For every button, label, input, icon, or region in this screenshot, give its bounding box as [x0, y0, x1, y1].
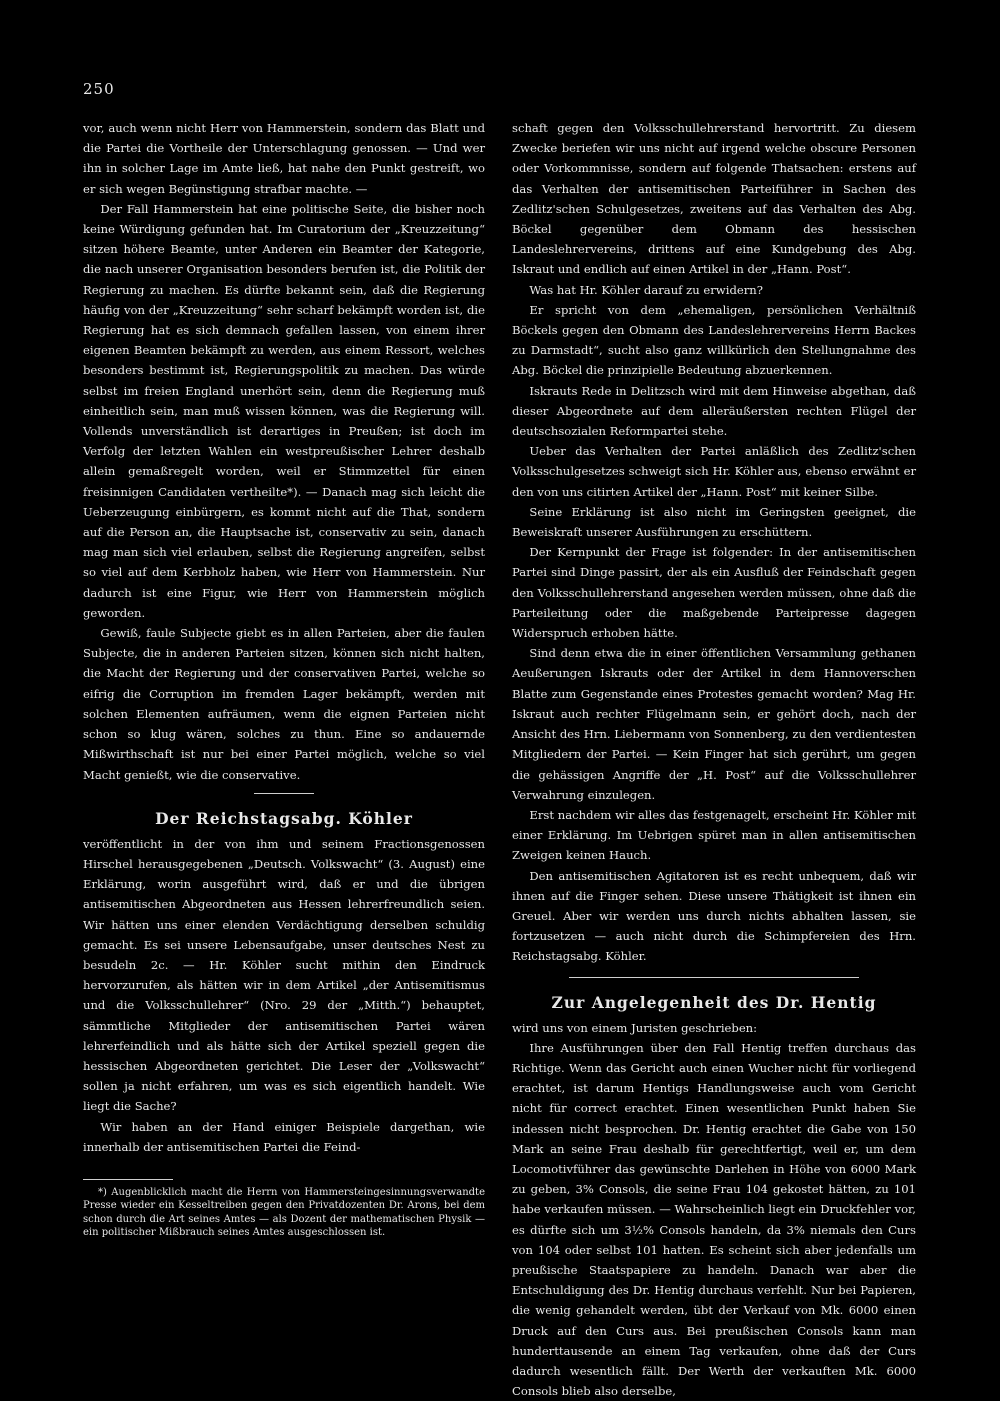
paragraph: schaft gegen den Volksschullehrerstand hervortritt. Zu diesem Zwecke beriefen wir uns nicht auf irgend welche obscure Personen oder Vorkommnisse, sondern auf folgende Thatsachen: erstens auf das Verhalten der antisemitischen Parteiführer in Sachen des Zedlitz'schen Schulgesetzes, zweitens auf das Verhalten des Abg. Böckel gegenüber dem Obmann des hessischen Landeslehrervereins, drittens auf eine Kundgebung des Abg. Iskraut und endlich auf einen Artikel in der „Hann. Post“.: [512, 121, 916, 277]
paragraph: veröffentlicht in der von ihm und seinem Fractionsgenossen Hirschel herausgegebenen „Deutsch. Volkswacht“ (3. August) eine Erklärung, worin ausgeführt wird, daß er und die übrigen antisemitischen Abgeordneten aus Hessen lehrerfreundlich seien. Wir hätten uns einer elenden Verdächtigung derselben schuldig gemacht. Es sei unsere Lebensaufgabe, unser deutsches Nest zu besudeln 2c. — Hr. Köhler sucht mithin den Eindruck hervorzurufen, als hätten wir in dem Artikel „der Antisemitismus und die Volksschullehrer“ (Nro. 29 der „Mitth.“) behauptet, sämmtliche Mitglieder der antisemitischen Partei wären lehrerfeindlich und als hätte sich der Artikel speziell gegen die hessischen Abgeordneten gerichtet. Die Leser der „Volkswacht“ sollen ja nicht erfahren, um was es sich eigentlich handelt. Wie liegt die Sache?: [83, 836, 485, 1114]
paragraph: Erst nachdem wir alles das festgenagelt, erscheint Hr. Köhler mit einer Erklärung. Im Uebrigen spüret man in allen antisemitischen Zweigen keinen Hauch.: [512, 807, 916, 863]
paragraph: vor, auch wenn nicht Herr von Hammerstein, sondern das Blatt und die Partei die Vortheile der Unterschlagung genossen. — Und wer ihn in solcher Lage im Amte ließ, hat nahe den Punkt gestreift, wo er sich wegen Begünstigung strafbar machte. —: [83, 121, 485, 196]
left-column: [83, 118, 485, 1240]
section-title: Der Reichstagsabg. Köhler: [155, 808, 413, 828]
page-number: 250: [83, 80, 115, 98]
paragraph: Iskrauts Rede in Delitzsch wird mit dem Hinweise abgethan, daß dieser Abgeordnete auf dem alleräußersten rechten Flügel der deutschsozialen Reformpartei stehe.: [512, 383, 916, 439]
footnote-divider: [83, 1179, 173, 1180]
divider: [569, 977, 859, 978]
paragraph: wird uns von einem Juristen geschrieben:: [512, 1020, 758, 1035]
right-column: [512, 118, 916, 1401]
paragraph: Was hat Hr. Köhler darauf zu erwidern?: [529, 282, 763, 297]
paragraph: Wir haben an der Hand einiger Beispiele dargethan, wie innerhalb der antisemitischen Partei die Feind-: [83, 1119, 485, 1154]
divider: [254, 793, 314, 794]
section-title: Zur Angelegenheit des Dr. Hentig: [551, 992, 877, 1012]
paragraph: Sind denn etwa die in einer öffentlichen Versammlung gethanen Aeußerungen Iskrauts oder der Artikel in dem Hannoverschen Blatte zum Gegenstande eines Protestes gemacht worden? Mag Hr. Iskraut auch rechter Flügelmann sein, er gehört doch, nach der Ansicht des Hrn. Liebermann von Sonnenberg, zu den verdientesten Mitgliedern der Partei. — Kein Finger hat sich gerührt, um gegen die gehässigen Angriffe der „H. Post“ auf die Volksschullehrer Verwahrung einzulegen.: [512, 646, 916, 802]
footnote: *) Augenblicklich macht die Herrn von Hammersteingesinnungsverwandte Presse wieder ein Kesseltreiben gegen den Privatdozenten Dr. Arons, bei dem schon durch die Art seines Amtes — als Dozent der mathematischen Physik — ein politischer Mißbrauch seines Amtes ausgeschlossen ist.: [83, 1186, 485, 1239]
paragraph: Ihre Ausführungen über den Fall Hentig treffen durchaus das Richtige. Wenn das Gericht auch einen Wucher nicht für vorliegend erachtet, ist darum Hentigs Handlungsweise auch vom Gericht nicht für correct erachtet. Einen wesentlichen Punkt haben Sie indessen nicht besprochen. Dr. Hentig erachtet die Gabe von 150 Mark an seine Frau deshalb für gerechtfertigt, weil er, um dem Locomotivführer das gewünschte Darlehen in Höhe von 6000 Mark zu geben, 3% Consols, die seine Frau 104 gekostet hätten, zu 101 habe verkaufen müssen. — Wahrscheinlich liegt ein Druckfehler vor, es dürfte sich um 3½% Consols handeln, da 3% niemals den Curs von 104 oder selbst 101 hatten. Es scheint sich aber jedenfalls um preußische Staatspapiere zu handeln. Danach war aber die Entschuldigung des Dr. Hentig durchaus verfehlt. Nur bei Papieren, die wenig gehandelt werden, übt der Verkauf von Mk. 6000 einen Druck auf den Curs aus. Bei preußischen Consols kann man hunderttausende an einem Tag verkaufen, ohne daß der Curs dadurch wesentlich fällt. Der Werth der verkauften Mk. 6000 Consols blieb also derselbe,: [512, 1040, 916, 1399]
paragraph: Der Fall Hammerstein hat eine politische Seite, die bisher noch keine Würdigung gefunden hat. Im Curatorium der „Kreuzzeitung“ sitzen höhere Beamte, unter Anderen ein Beamter der Kategorie, die nach unserer Organisation besonders berufen ist, die Politik der Regierung zu machen. Es dürfte bekannt sein, daß die Regierung häufig von der „Kreuzzeitung“ sehr scharf bekämpft worden ist, die Regierung hat es sich demnach gefallen lassen, von einem ihrer eigenen Beamten bekämpft zu werden, aus einem Ressort, welches besonders bestimmt ist, Regierungspolitik zu machen. Das würde selbst im freien England unerhört sein, denn die Regierung muß einheitlich sein, man muß wissen können, was die Regierung will. Vollends unverständlich ist derartiges in Preußen; ist doch im Verfolg der letzten Wahlen ein westpreußischer Lehrer deshalb allein gemaßregelt worden, weil er Stimmzettel für einen freisinnigen Candidaten vertheilte*). — Danach mag sich leicht die Ueberzeugung einbürgern, es kommt nicht auf die That, sondern auf die Person an, die Hauptsache ist, conservativ zu sein, danach mag man sich viel erlauben, selbst die Regierung angreifen, selbst so viel auf dem Kerbholz haben, wie Herr von Hammerstein. Nur dadurch ist eine Figur, wie Herr von Hammerstein möglich geworden.: [83, 201, 485, 620]
paragraph: Gewiß, faule Subjecte giebt es in allen Parteien, aber die faulen Subjecte, die in anderen Parteien sitzen, können sich nicht halten, die Macht der Regierung und der conservativen Partei, welche so eifrig die Corruption im fremden Lager bekämpft, werden mit solchen Elementen aufräumen, wenn die eignen Parteien nicht schon so klug wären, solches zu thun. Eine so andauernde Mißwirthschaft ist nur bei einer Partei möglich, welche so viel Macht genießt, wie die conservative.: [83, 626, 485, 782]
paragraph: Der Kernpunkt der Frage ist folgender: In der antisemitischen Partei sind Dinge passirt, der als ein Ausfluß der Feindschaft gegen den Volksschullehrerstand angesehen werden müssen, ohne daß die Parteileitung oder die maßgebende Parteipresse dagegen Widerspruch erhoben hätte.: [512, 545, 916, 641]
paragraph: Den antisemitischen Agitatoren ist es recht unbequem, daß wir ihnen auf die Finger sehen. Diese unsere Thätigkeit ist ihnen ein Greuel. Aber wir werden uns durch nichts abhalten lassen, sie fortzusetzen — auch nicht durch die Schimpfereien des Hrn. Reichstagsabg. Köhler.: [512, 868, 916, 964]
paragraph: Er spricht von dem „ehemaligen, persönlichen Verhältniß Böckels gegen den Obmann des Landeslehrervereins Herrn Backes zu Darmstadt“, sucht also ganz willkürlich den Stellungnahme des Abg. Böckel die prinzipielle Bedeutung abzuerkennen.: [512, 302, 916, 378]
paragraph: Ueber das Verhalten der Partei anläßlich des Zedlitz'schen Volksschulgesetzes schweigt sich Hr. Köhler aus, ebenso erwähnt er den von uns citirten Artikel der „Hann. Post“ mit keiner Silbe.: [512, 444, 916, 499]
paragraph: Seine Erklärung ist also nicht im Geringsten geeignet, die Beweiskraft unserer Ausführungen zu erschüttern.: [512, 504, 916, 540]
